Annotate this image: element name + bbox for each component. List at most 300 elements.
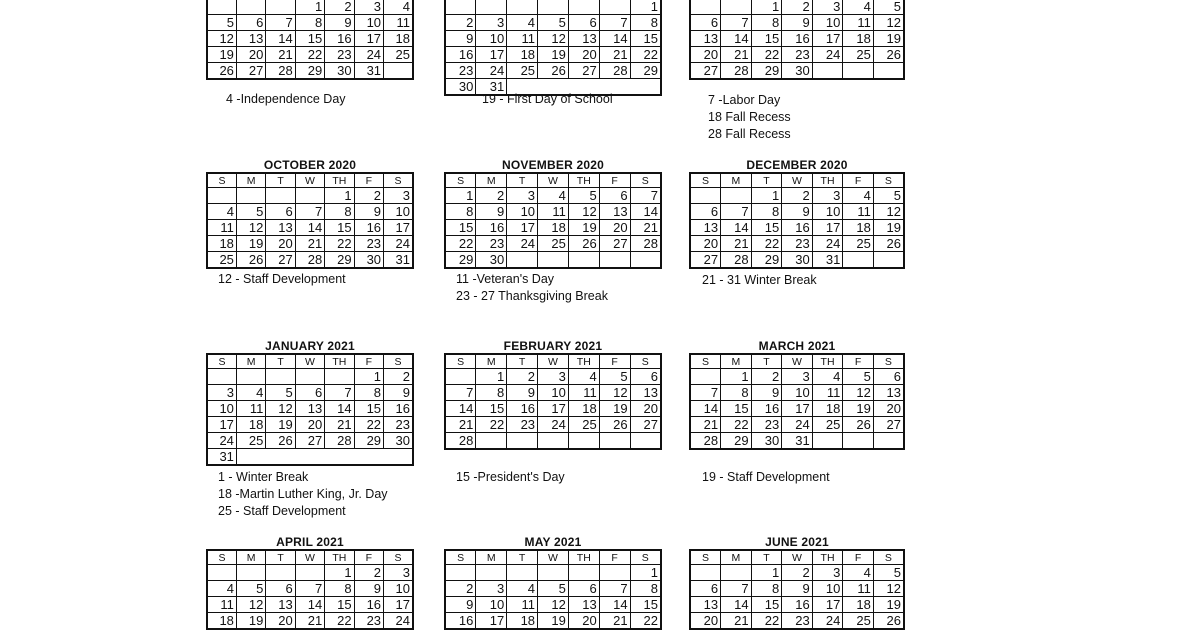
day-cell: 17 [782,401,813,417]
day-cell: 19 [538,613,569,630]
day-cell: 25 [384,47,413,63]
empty-day-cell [599,433,630,450]
week-row [445,369,661,385]
day-cell: 17 [812,220,843,236]
day-cell: 24 [812,236,843,252]
day-cell: 1 [476,369,507,385]
week-row [207,63,413,80]
day-cell: 19 [207,47,236,63]
week-row [207,401,413,417]
empty-day-cell [507,565,538,581]
notes-july-2020 [226,91,346,108]
day-cell: 25 [812,417,843,433]
weekday-header: T [751,550,782,565]
day-cell: 6 [266,204,295,220]
day-cell: 3 [812,188,843,204]
empty-day-cell [538,252,569,269]
day-cell: 19 [538,47,569,63]
day-cell: 6 [295,385,324,401]
day-cell: 3 [782,369,813,385]
day-cell: 30 [782,252,813,269]
week-row [207,449,413,466]
month-grid [206,172,414,269]
day-cell: 9 [782,581,813,597]
day-cell: 1 [325,565,354,581]
calendar-note: 11 -Veteran's Day [456,272,555,286]
weekday-header: F [843,173,874,188]
day-cell: 24 [384,236,413,252]
weekday-header: T [266,550,295,565]
day-cell: 7 [266,15,295,31]
month-grid [444,172,662,269]
weekday-header: S [207,354,236,369]
empty-day-cell [266,369,295,385]
day-cell: 16 [782,31,813,47]
day-cell: 7 [445,385,476,401]
calendar-february-2021 [444,340,662,450]
day-cell: 10 [812,204,843,220]
month-grid [444,549,662,630]
day-cell: 11 [384,15,413,31]
calendar-september-2020 [689,0,905,80]
day-cell: 19 [568,220,599,236]
day-cell: 17 [538,401,569,417]
weekday-header: F [843,354,874,369]
month-title: OCTOBER 2020 [263,158,357,172]
day-cell: 18 [207,236,236,252]
day-cell: 2 [354,188,383,204]
day-cell: 7 [295,581,324,597]
day-cell: 3 [812,0,843,15]
week-row [690,369,904,385]
weekday-header: W [295,550,324,565]
day-cell: 26 [843,417,874,433]
week-row [690,613,904,630]
week-row [207,385,413,401]
month-grid [689,549,905,630]
day-cell: 3 [476,581,507,597]
empty-day-cell [873,63,904,80]
weekday-header: M [236,550,265,565]
empty-day-cell [476,0,507,15]
day-cell: 15 [295,31,324,47]
day-cell: 11 [507,597,538,613]
empty-day-cell [873,252,904,269]
day-cell: 8 [751,15,782,31]
weekday-header-row [207,173,413,188]
day-cell: 2 [476,188,507,204]
week-row [690,47,904,63]
week-row [445,0,661,15]
day-cell: 10 [507,204,538,220]
day-cell: 11 [207,597,236,613]
day-cell: 1 [630,0,661,15]
day-cell: 1 [751,565,782,581]
day-cell: 9 [354,204,383,220]
day-cell: 23 [782,613,813,630]
empty-day-cell [843,252,874,269]
day-cell: 19 [599,401,630,417]
day-cell: 8 [751,204,782,220]
day-cell: 20 [690,613,721,630]
day-cell: 17 [507,220,538,236]
notes-august-2020 [482,91,613,108]
day-cell: 2 [507,369,538,385]
day-cell: 14 [325,401,354,417]
day-cell: 16 [384,401,413,417]
day-cell: 14 [721,597,752,613]
week-row [445,597,661,613]
day-cell: 28 [630,236,661,252]
week-row [207,31,413,47]
day-cell: 31 [384,252,413,269]
day-cell: 13 [690,31,721,47]
day-cell: 27 [236,63,265,80]
day-cell: 22 [751,47,782,63]
day-cell: 17 [354,31,383,47]
calendar-may-2021 [444,536,662,630]
week-row [207,369,413,385]
empty-day-cell [630,252,661,269]
day-cell: 3 [812,565,843,581]
day-cell: 6 [690,581,721,597]
day-cell: 8 [445,204,476,220]
week-row [445,433,661,450]
day-cell: 20 [266,613,295,630]
empty-day-cell [568,433,599,450]
day-cell: 20 [568,613,599,630]
day-cell: 1 [354,369,383,385]
week-row [445,47,661,63]
empty-day-cell [507,433,538,450]
day-cell: 28 [445,433,476,450]
day-cell: 10 [354,15,383,31]
day-cell: 27 [873,417,904,433]
day-cell: 18 [507,47,538,63]
day-cell: 30 [325,63,354,80]
weekday-header: W [295,173,324,188]
empty-day-cell [690,565,721,581]
day-cell: 14 [721,220,752,236]
day-cell: 13 [295,401,324,417]
day-cell: 1 [721,369,752,385]
day-cell: 18 [507,613,538,630]
weekday-header: W [538,173,569,188]
weekday-header: F [599,173,630,188]
day-cell: 27 [690,63,721,80]
weekday-header: M [721,550,752,565]
day-cell: 19 [266,417,295,433]
day-cell: 11 [843,204,874,220]
weekday-header: M [476,173,507,188]
day-cell: 17 [384,597,413,613]
week-row [207,581,413,597]
day-cell: 22 [325,613,354,630]
day-cell: 21 [721,47,752,63]
weekday-header: TH [812,173,843,188]
day-cell: 23 [476,236,507,252]
day-cell: 26 [236,252,265,269]
day-cell: 25 [568,417,599,433]
day-cell: 12 [873,15,904,31]
day-cell: 28 [295,252,324,269]
day-cell: 8 [721,385,752,401]
day-cell: 11 [843,581,874,597]
day-cell: 10 [384,204,413,220]
day-cell: 11 [236,401,265,417]
day-cell: 29 [354,433,383,449]
day-cell: 2 [325,0,354,15]
empty-day-cell [599,252,630,269]
day-cell: 20 [295,417,324,433]
day-cell: 12 [599,385,630,401]
day-cell: 8 [325,581,354,597]
weekday-header: F [599,550,630,565]
day-cell: 31 [207,449,236,466]
day-cell: 14 [445,401,476,417]
day-cell: 24 [782,417,813,433]
weekday-header: W [782,354,813,369]
weekday-header: W [538,354,569,369]
weekday-header: F [354,354,383,369]
empty-day-cell [207,188,236,204]
day-cell: 29 [325,252,354,269]
calendar-august-2020 [444,0,662,96]
empty-day-cell [812,433,843,450]
day-cell: 15 [445,220,476,236]
week-row [445,252,661,269]
day-cell: 22 [325,236,354,252]
calendar-april-2021 [206,536,414,630]
day-cell: 28 [690,433,721,450]
calendar-note: 25 - Staff Development [218,504,346,518]
calendar-january-2021 [206,340,414,466]
empty-day-cell [266,188,295,204]
day-cell: 9 [751,385,782,401]
empty-day-cell [599,0,630,15]
empty-day-cell [476,433,507,450]
day-cell: 5 [207,15,236,31]
day-cell: 19 [236,236,265,252]
day-cell: 21 [266,47,295,63]
empty-day-cell [295,369,324,385]
day-cell: 13 [873,385,904,401]
calendar-march-2021 [689,340,905,450]
day-cell: 10 [476,31,507,47]
day-cell: 7 [599,581,630,597]
day-cell: 18 [812,401,843,417]
calendar-december-2020 [689,159,905,269]
day-cell: 28 [325,433,354,449]
day-cell: 6 [599,188,630,204]
day-cell: 29 [295,63,324,80]
calendar-note: 4 -Independence Day [226,92,346,106]
empty-day-cell [207,0,236,15]
day-cell: 28 [599,63,630,79]
empty-day-cell [873,433,904,450]
empty-day-cell [236,369,265,385]
month-title: JUNE 2021 [765,535,829,549]
day-cell: 16 [507,401,538,417]
empty-day-cell [568,252,599,269]
week-row [690,417,904,433]
weekday-header-row [207,550,413,565]
week-row [207,0,413,15]
day-cell: 2 [354,565,383,581]
day-cell: 6 [630,369,661,385]
month-title: MARCH 2021 [758,339,836,353]
empty-day-cell [690,369,721,385]
day-cell: 5 [236,204,265,220]
day-cell: 12 [236,220,265,236]
day-cell: 25 [236,433,265,449]
weekday-header: W [538,550,569,565]
day-cell: 30 [751,433,782,450]
day-cell: 18 [207,613,236,630]
day-cell: 4 [843,565,874,581]
week-row [690,31,904,47]
day-cell: 31 [782,433,813,450]
calendar-note: 28 Fall Recess [708,127,791,141]
day-cell: 9 [384,385,413,401]
day-cell: 23 [354,236,383,252]
day-cell: 13 [236,31,265,47]
day-cell: 23 [445,63,476,79]
day-cell: 9 [445,31,476,47]
day-cell: 13 [266,597,295,613]
weekday-header: F [354,173,383,188]
week-row [207,220,413,236]
day-cell: 13 [568,31,599,47]
calendar-note: 19 - First Day of School [482,92,613,106]
day-cell: 15 [354,401,383,417]
weekday-header: TH [568,173,599,188]
month-grid [689,0,905,80]
week-row [207,613,413,630]
day-cell: 17 [476,47,507,63]
day-cell: 30 [384,433,413,449]
day-cell: 26 [873,47,904,63]
day-cell: 22 [476,417,507,433]
day-cell: 5 [873,188,904,204]
day-cell: 20 [266,236,295,252]
day-cell: 2 [445,581,476,597]
day-cell: 23 [782,236,813,252]
empty-day-cell [295,188,324,204]
empty-day-cell [507,0,538,15]
day-cell: 19 [873,220,904,236]
day-cell: 17 [384,220,413,236]
week-row [207,252,413,269]
week-row [445,236,661,252]
calendar-note: 18 Fall Recess [708,110,791,124]
weekday-header: M [721,354,752,369]
day-cell: 12 [266,401,295,417]
weekday-header: S [630,354,661,369]
day-cell: 21 [630,220,661,236]
day-cell: 18 [843,220,874,236]
weekday-header: S [445,354,476,369]
day-cell: 22 [751,613,782,630]
calendar-note: 19 - Staff Development [702,470,830,484]
day-cell: 8 [354,385,383,401]
day-cell: 11 [812,385,843,401]
day-cell: 3 [476,15,507,31]
day-cell: 15 [751,597,782,613]
empty-day-cell [721,0,752,15]
day-cell: 15 [630,597,661,613]
notes-november-2020 [456,271,608,305]
day-cell: 22 [295,47,324,63]
month-title: FEBRUARY 2021 [503,339,603,353]
day-cell: 7 [295,204,324,220]
weekday-header: M [476,550,507,565]
day-cell: 24 [207,433,236,449]
day-cell: 3 [384,565,413,581]
day-cell: 26 [599,417,630,433]
weekday-header: S [384,173,413,188]
day-cell: 16 [476,220,507,236]
calendar-note: 12 - Staff Development [218,272,346,286]
month-grid [206,549,414,630]
week-row [207,565,413,581]
month-grid [444,0,662,96]
day-cell: 12 [236,597,265,613]
empty-day-cell [843,63,874,80]
day-cell: 5 [266,385,295,401]
day-cell: 16 [751,401,782,417]
day-cell: 16 [445,613,476,630]
day-cell: 16 [354,597,383,613]
day-cell: 4 [568,369,599,385]
day-cell: 4 [812,369,843,385]
empty-day-cell [445,565,476,581]
week-row [207,597,413,613]
day-cell: 24 [384,613,413,630]
day-cell: 12 [568,204,599,220]
month-grid [206,0,414,80]
day-cell: 30 [476,252,507,269]
weekday-header-row [690,354,904,369]
week-row [445,220,661,236]
month-grid [444,353,662,450]
week-row [690,597,904,613]
calendar-june-2021 [689,536,905,630]
day-cell: 14 [599,597,630,613]
weekday-header: TH [568,550,599,565]
day-cell: 10 [538,385,569,401]
day-cell: 9 [354,581,383,597]
week-row [690,15,904,31]
day-cell: 25 [843,47,874,63]
day-cell: 3 [538,369,569,385]
day-cell: 13 [690,220,721,236]
day-cell: 1 [295,0,324,15]
notes-october-2020 [218,271,346,288]
day-cell: 8 [751,581,782,597]
day-cell: 20 [236,47,265,63]
day-cell: 4 [236,385,265,401]
calendar-october-2020 [206,159,414,269]
day-cell: 13 [599,204,630,220]
day-cell: 13 [690,597,721,613]
day-cell: 7 [690,385,721,401]
day-cell: 18 [843,31,874,47]
weekday-header: S [873,354,904,369]
day-cell: 20 [690,47,721,63]
day-cell: 21 [599,47,630,63]
day-cell: 9 [782,15,813,31]
